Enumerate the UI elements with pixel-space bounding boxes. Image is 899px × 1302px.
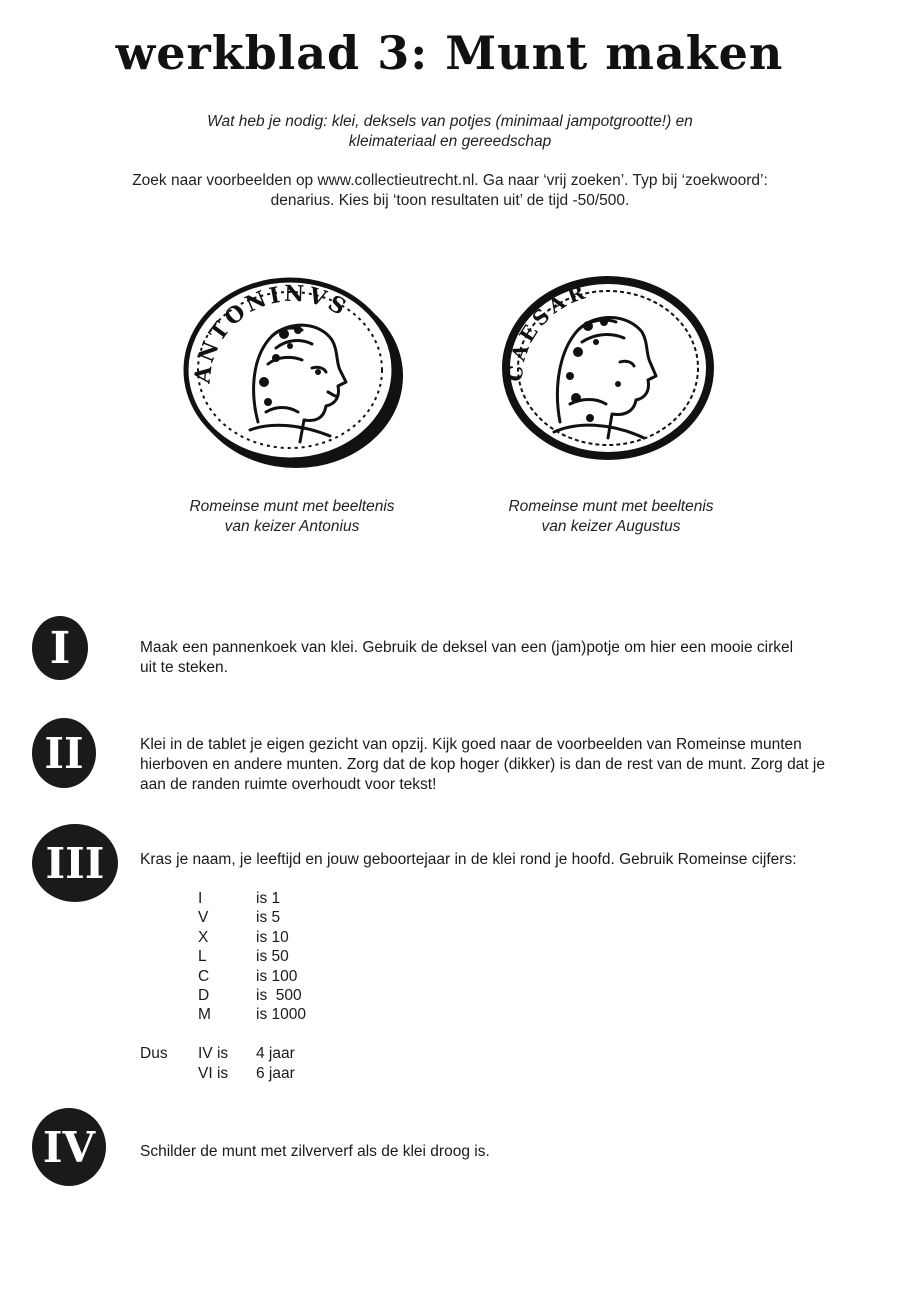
roman-symbol: L [198,948,207,966]
step-1-badge: I [32,616,88,680]
roman-symbol: M [198,1006,211,1024]
materials-needed [150,112,750,152]
coin-augustus-image [500,272,718,464]
example-numeral: IV is [198,1045,229,1063]
materials-line: Wat heb je nodig: klei, deksels van potjes (minimaal jampotgrootte!) en [207,113,693,130]
step-line: Schilder de munt met zilververf als de klei droog is. [140,1143,490,1160]
roman-symbol: D [198,986,210,1004]
example-numeral: VI is [198,1064,229,1082]
search-instructions [100,171,800,211]
example-result: 4 jaar [256,1045,295,1063]
step-1-text [140,638,840,678]
coin-inscription: ANTONINVS [189,280,353,385]
coin-caption-augustus [461,497,761,537]
step-3-badge: III [32,824,118,902]
roman-value: is 5 [256,909,281,927]
step-line: uit te steken. [140,659,228,676]
search-line: Zoek naar voorbeelden op www.collectieutrecht.nl. Ga naar ‘vrij zoeken’. Typ bij ‘zoekwoord’: [132,172,768,189]
caption-line: van keizer Augustus [541,518,681,535]
roman-symbol: C [198,967,210,985]
step-4-text [140,1142,840,1162]
step-3-text [140,850,840,870]
step-line: aan de randen ruimte overhoudt voor tekst! [140,776,437,793]
coin-inscription: CAESAR [502,278,592,383]
step-2-badge: II [32,718,96,788]
step-4-badge: IV [32,1108,106,1186]
roman-symbol: X [198,928,209,946]
step-line: hierboven en andere munten. Zorg dat de kop hoger (dikker) is dan de rest van de munt. Zorg dat je [140,756,825,773]
step-line: Klei in de tablet je eigen gezicht van opzij. Kijk goed naar de voorbeelden van Romeinse munten [140,736,802,753]
roman-symbol: I [198,890,203,907]
page-title: werkblad 3: Munt maken [115,26,784,80]
step-2-text [140,735,840,795]
roman-value: is 100 [256,967,298,985]
step-line: Kras je naam, je leeftijd en jouw geboortejaar in de klei rond je hoofd. Gebruik Romeinse cijfers: [140,851,797,868]
roman-value: is 10 [256,928,289,946]
example-result: 6 jaar [256,1064,295,1082]
roman-value: is 50 [256,948,289,966]
caption-line: van keizer Antonius [224,518,360,535]
roman-value: is 500 [256,986,302,1004]
caption-line: Romeinse munt met beeltenis [508,498,714,515]
coin-caption-antonius [142,497,442,537]
roman-value: is 1000 [256,1006,306,1024]
example-prefix: Dus [140,1045,168,1063]
roman-value: is 1 [256,890,281,907]
caption-line: Romeinse munt met beeltenis [189,498,395,515]
materials-line: kleimateriaal en gereedschap [348,133,552,150]
roman-symbol: V [198,909,209,927]
step-line: Maak een pannenkoek van klei. Gebruik de deksel van een (jam)potje om hier een mooie cirkel [140,639,794,656]
search-line: denarius. Kies bij ‘toon resultaten uit’ de tijd -50/500. [270,192,630,209]
coin-antonius-image [180,272,405,472]
